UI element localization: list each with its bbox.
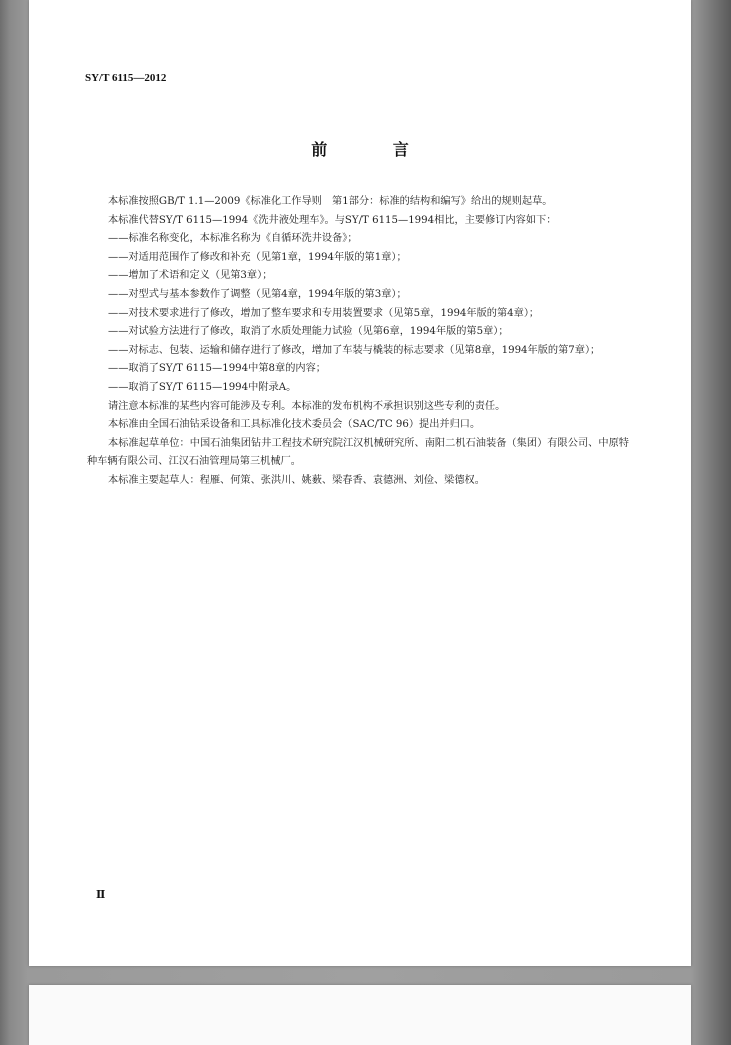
paragraph-drafting-units: 本标准起草单位：中国石油集团钻井工程技术研究院江汉机械研究所、南阳二机石油装备（集团）有限公司、中原特种车辆有限公司、江汉石油管理局第三机械厂。: [87, 437, 629, 468]
change-item: ——取消了SY/T 6115—1994中第8章的内容；: [108, 363, 326, 375]
change-item: ——取消了SY/T 6115—1994中附录A。: [108, 381, 297, 393]
page-number: Ⅱ: [96, 889, 106, 901]
paragraph-drafting-rules: 本标准按照GB/T 1.1—2009《标准化工作导则 第1部分：标准的结构和编写》给出的规则起草。: [108, 196, 553, 207]
change-item: ——对型式与基本参数作了调整（见第4章，1994年版的第3章）；: [108, 288, 407, 300]
paragraph-patent-notice: 请注意本标准的某些内容可能涉及专利。本标准的发布机构不承担识别这些专利的责任。: [108, 400, 506, 412]
change-item: ——对标志、包装、运输和储存进行了修改，增加了车装与橇装的标志要求（见第8章，1994年版的第7章）；: [108, 344, 601, 356]
change-item: ——对适用范围作了修改和补充（见第1章，1994年版的第1章）；: [108, 251, 407, 263]
paragraph-drafters: 本标准主要起草人：程雁、何策、张洪川、姚薮、梁春香、袁德洲、刘俭、梁德权。: [108, 474, 485, 486]
next-page-edge: [29, 985, 691, 1045]
page-title: 前 言: [311, 140, 439, 159]
change-item: ——标准名称变化，本标准名称为《自循环洗井设备》；: [108, 233, 358, 245]
foreword-body: [87, 193, 629, 491]
paragraph-replacement: 本标准代替SY/T 6115—1994《洗井液处理车》。与SY/T 6115—1994相比，主要修订内容如下：: [108, 214, 557, 226]
change-item: ——对技术要求进行了修改，增加了整车要求和专用装置要求（见第5章，1994年版的第4章）；: [108, 307, 540, 319]
change-item: ——增加了术语和定义（见第3章）；: [108, 270, 273, 282]
standard-code-header: SY/T 6115—2012: [85, 72, 167, 84]
paragraph-proposer: 本标准由全国石油钻采设备和工具标准化技术委员会（SAC/TC 96）提出并归口。: [108, 419, 481, 431]
change-item: ——对试验方法进行了修改，取消了水质处理能力试验（见第6章，1994年版的第5章）；: [108, 326, 509, 338]
document-page: [29, 0, 691, 966]
